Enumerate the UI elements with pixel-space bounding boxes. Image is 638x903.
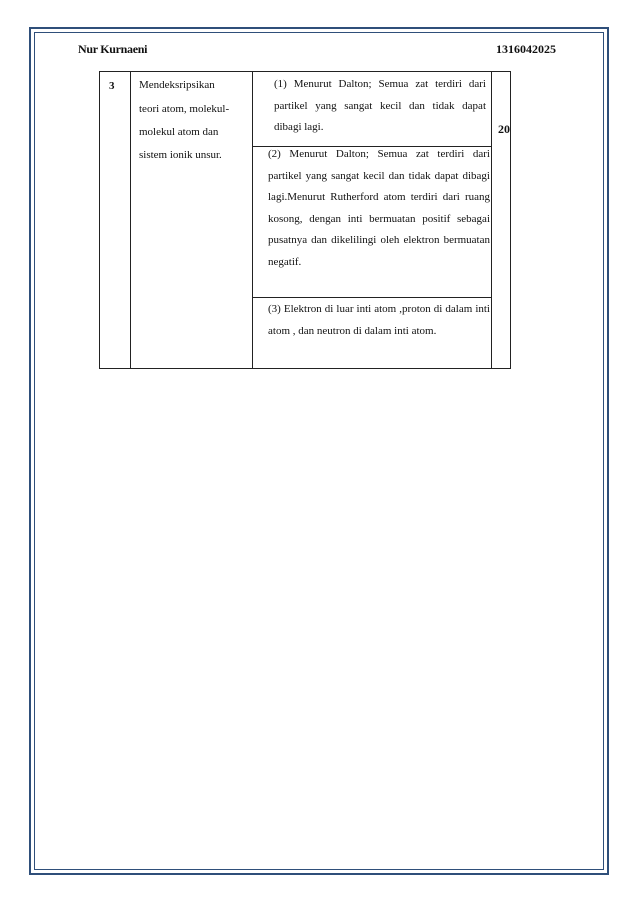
row-number: 3 — [109, 80, 115, 92]
column-divider — [491, 72, 492, 368]
indicator-text-line: Mendeksripsikan — [139, 79, 215, 91]
column-divider — [130, 72, 131, 368]
answer-option-3: (3) Elektron di luar inti atom ,proton di dalam inti atom , dan neutron di dalam inti atom. — [268, 303, 490, 337]
score-value: 20 — [498, 122, 510, 136]
indicator-text-line: teori atom, molekul- — [139, 103, 230, 115]
indicator-text-line: sistem ionik unsur. — [139, 149, 222, 161]
indicator-text-line: molekul atom dan — [139, 126, 219, 138]
column-divider — [252, 72, 253, 368]
answer-option-2: (2) Menurut Dalton; Semua zat terdiri dari partikel yang sangat kecil dan tidak dapat dibagi lagi.Menurut Rutherford atom terdiri dari ruang kosong, dengan inti bermuatan positif sebagai pusatnya dan dikelilingi oleh elektron bermuatan negatif. — [268, 148, 490, 268]
answer-option-1: (1) Menurut Dalton; Semua zat terdiri dari partikel yang sangat kecil dan tidak dapat dibagi lagi. — [274, 78, 486, 133]
option-divider — [252, 297, 491, 298]
question-table — [99, 71, 511, 369]
header-author-name: Nur Kurnaeni — [78, 42, 148, 56]
header-student-id: 1316042025 — [496, 42, 556, 56]
